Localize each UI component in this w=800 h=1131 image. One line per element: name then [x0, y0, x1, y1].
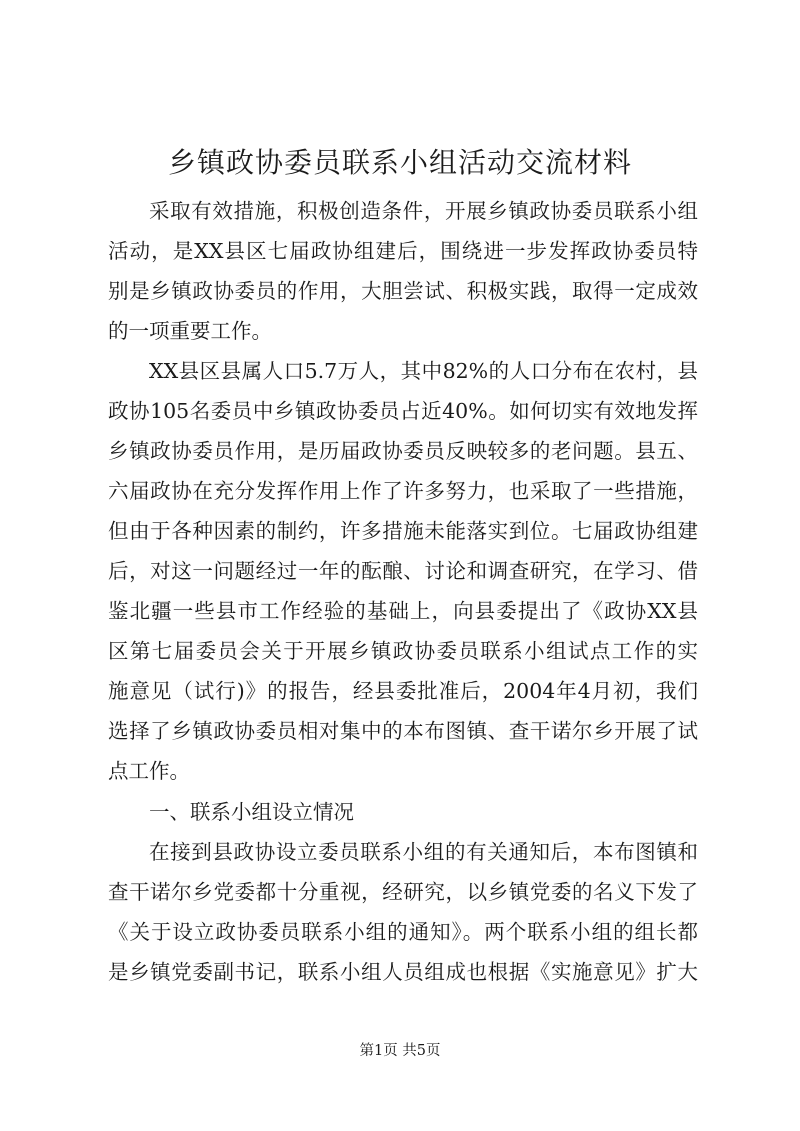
paragraph-line: 是乡镇党委副书记，联系小组人员组成也根据《实施意见》扩大 — [108, 960, 698, 984]
page-footer: 第1页 共5页 — [359, 1043, 441, 1059]
paragraph-line: 施意见（试行)》的报告，经县委批准后，2004年4月初，我们 — [108, 679, 698, 703]
paragraph-line: 政协105名委员中乡镇政协委员占近40%。如何切实有效地发挥 — [108, 399, 698, 423]
paragraph-line: 鉴北疆一些县市工作经验的基础上，向县委提出了《政协XX县 — [108, 599, 698, 623]
paragraph-line: 六届政协在充分发挥作用上作了许多努力，也采取了一些措施， — [108, 479, 698, 503]
paragraph-line: 查干诺尔乡党委都十分重视，经研究，以乡镇党委的名义下发了 — [108, 880, 698, 904]
paragraph-line: 点工作。 — [108, 759, 190, 783]
paragraph-line: 后，对这一问题经过一年的酝酿、讨论和调查研究，在学习、借 — [108, 559, 698, 583]
paragraph-line: 但由于各种因素的制约，许多措施未能落实到位。七届政协组建 — [108, 519, 698, 543]
paragraph-line: 采取有效措施，积极创造条件，开展乡镇政协委员联系小组 — [149, 199, 698, 223]
paragraph-line: 区第七届委员会关于开展乡镇政协委员联系小组试点工作的实 — [108, 639, 698, 663]
paragraph-line: 选择了乡镇政协委员相对集中的本布图镇、查干诺尔乡开展了试 — [108, 719, 698, 743]
document-title: 乡镇政协委员联系小组活动交流材料 — [167, 146, 632, 179]
section-heading: 一、联系小组设立情况 — [149, 800, 354, 824]
paragraph-line: 乡镇政协委员作用，是历届政协委员反映较多的老问题。县五、 — [108, 439, 698, 463]
paragraph-line: 在接到县政协设立委员联系小组的有关通知后，本布图镇和 — [149, 840, 698, 864]
paragraph-line: 的一项重要工作。 — [108, 319, 272, 343]
paragraph-line: 活动，是XX县区七届政协组建后，围绕进一步发挥政协委员特 — [108, 239, 698, 263]
paragraph-line: XX县区县属人口5.7万人，其中82%的人口分布在农村，县 — [149, 359, 698, 383]
paragraph-line: 别是乡镇政协委员的作用，大胆尝试、积极实践，取得一定成效 — [108, 279, 698, 303]
paragraph-line: 《关于设立政协委员联系小组的通知》。两个联系小组的组长都 — [108, 920, 698, 944]
